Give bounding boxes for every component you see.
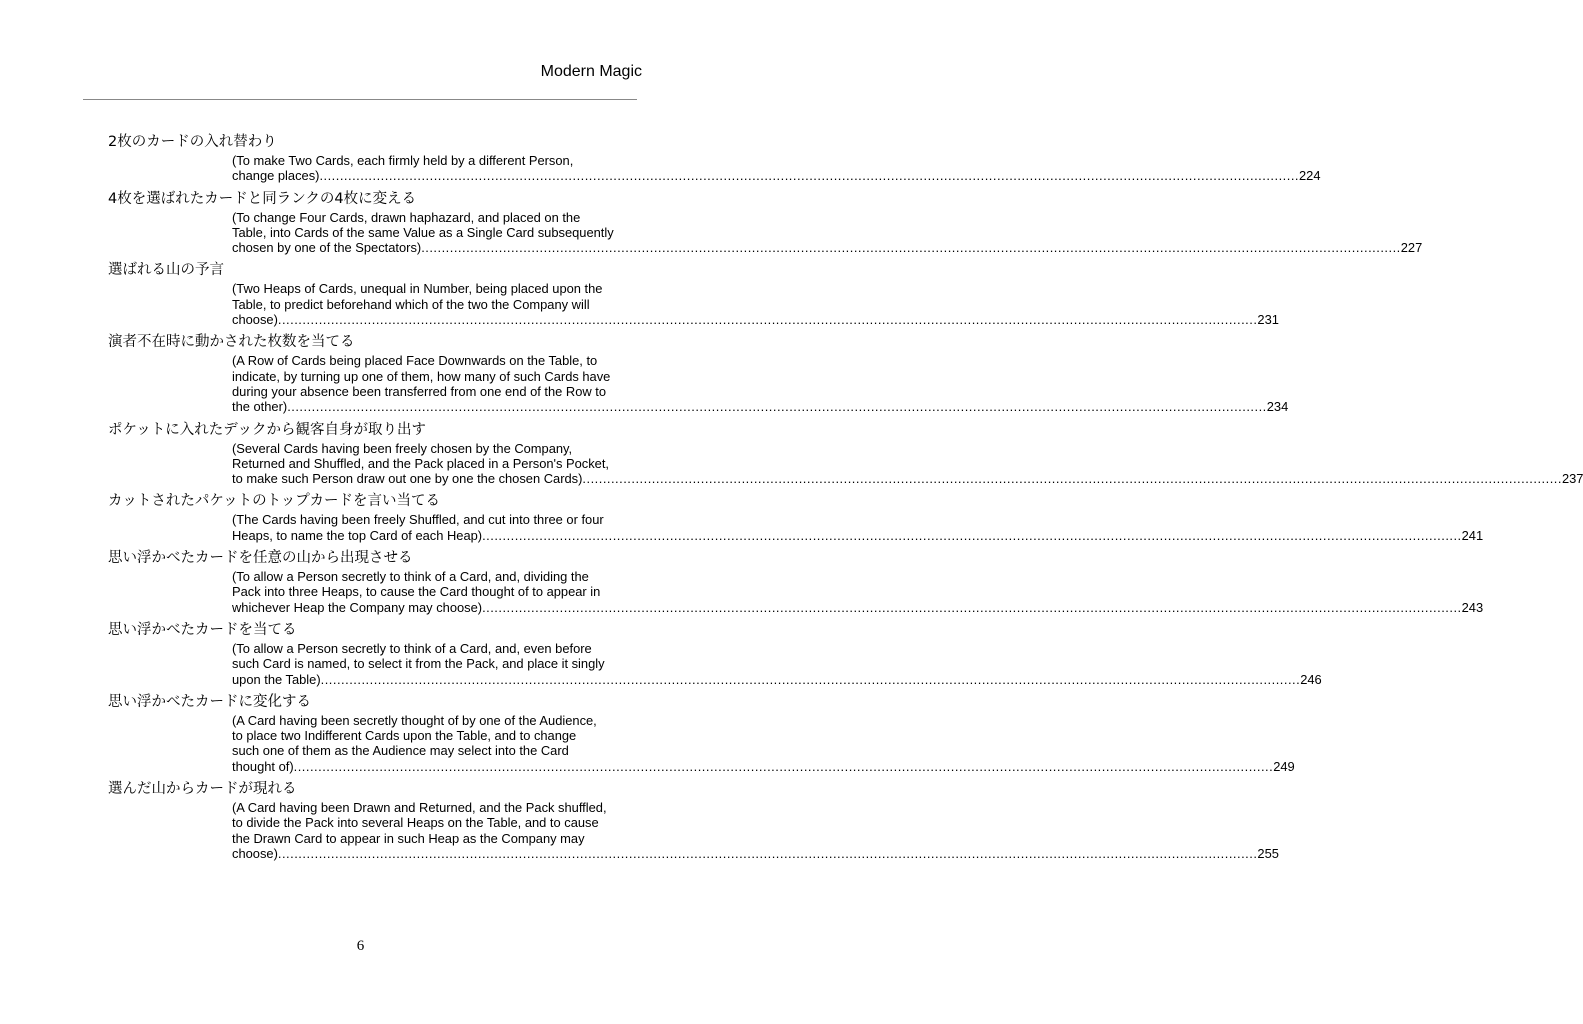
dot-leader: ................................................................................................................................................................................................................................................	[421, 240, 1401, 256]
toc-description-line: Heaps, to name the top Card of each Heap)	[232, 527, 483, 543]
toc-description-line: (To make Two Cards, each firmly held by a different Person,	[232, 153, 574, 168]
toc-page-number: 243	[1461, 599, 1484, 615]
toc-description-line: Returned and Shuffled, and the Pack placed in a Person's Pocket,	[232, 455, 610, 471]
toc-description-line: change places)	[232, 168, 320, 184]
toc-description-line: (To change Four Cards, drawn haphazard, and placed on the	[232, 209, 581, 225]
toc-description-line: such one of them as the Audience may select into the Card	[232, 743, 569, 759]
toc-leader-line	[232, 168, 1321, 184]
dot-leader: ................................................................................................................................................................................................................................................	[582, 471, 1562, 487]
toc-description-line: (To allow a Person secretly to think of a Card, and, dividing the	[232, 569, 589, 585]
running-header-title: Modern Magic	[540, 63, 642, 80]
toc-entry-description	[232, 281, 1279, 328]
toc-entry	[108, 778, 1279, 861]
toc-description-line: (A Row of Cards being placed Face Downwards on the Table, to	[232, 353, 598, 369]
toc-page-number: 237	[1561, 471, 1583, 487]
toc-description-line: (To allow a Person secretly to think of a Card, and, even before	[232, 640, 592, 656]
toc-entry-title: 4枚を選ばれたカードと同ランクの4枚に変える	[108, 190, 417, 207]
toc-entry-title: 2枚のカードの入れ替わり	[108, 134, 277, 150]
dot-leader: ................................................................................................................................................................................................................................................	[277, 845, 1258, 861]
toc-page-number: 224	[1298, 168, 1321, 184]
toc-entry-title: 思い浮かべたカードを当てる	[108, 621, 297, 638]
toc-description-line: during your absence been transferred from one end of the Row to	[232, 383, 607, 399]
toc-entry	[108, 619, 1322, 687]
toc-description-line: (A Card having been Drawn and Returned, and the Pack shuffled,	[232, 800, 607, 816]
toc-entry	[108, 331, 1289, 415]
toc-description-line: (A Card having been secretly thought of by one of the Audience,	[232, 712, 597, 728]
toc-page-number: 231	[1257, 312, 1279, 328]
toc-entry	[108, 419, 1583, 487]
toc-description-line: Pack into three Heaps, to cause the Card thought of to appear in	[232, 584, 601, 600]
page-number: 6	[356, 938, 365, 954]
toc-entry-title: 演者不在時に動かされた枚数を当てる	[108, 334, 355, 351]
dot-leader: ................................................................................................................................................................................................................................................	[277, 312, 1258, 328]
toc-entry	[108, 131, 1321, 184]
toc-entry-description	[232, 440, 1583, 487]
toc-entry-title: 選ばれる山の予言	[108, 262, 224, 279]
toc-leader-line	[232, 599, 1484, 615]
toc-leader-line	[232, 471, 1583, 487]
toc-entry	[108, 188, 1423, 256]
toc-leader-line	[232, 312, 1279, 328]
toc-description-line: chosen by one of the Spectators)	[232, 240, 422, 256]
toc-description-line: to make such Person draw out one by one the chosen Cards)	[232, 471, 583, 487]
dot-leader: ................................................................................................................................................................................................................................................	[319, 168, 1299, 184]
toc-page-number: 234	[1266, 399, 1289, 415]
toc-description-line: upon the Table)	[232, 671, 321, 687]
toc-description-line: thought of)	[232, 758, 294, 774]
toc-entry-description	[232, 712, 1295, 774]
toc-entry-description	[232, 512, 1484, 543]
toc-description-line: indicate, by turning up one of them, how many of such Cards have	[232, 368, 611, 384]
toc-entry-description	[232, 569, 1484, 615]
toc-page-number: 249	[1273, 758, 1295, 774]
dot-leader: ................................................................................................................................................................................................................................................	[482, 599, 1462, 615]
toc-page-number: 255	[1257, 845, 1279, 861]
dot-leader: ................................................................................................................................................................................................................................................	[293, 758, 1274, 774]
toc-description-line: (Two Heaps of Cards, unequal in Number, being placed upon the	[232, 281, 603, 297]
toc-page-number: 227	[1400, 240, 1423, 256]
toc-description-line: to place two Indifferent Cards upon the Table, and to change	[232, 728, 577, 744]
header-rule	[83, 99, 637, 100]
toc-entry	[108, 259, 1279, 328]
toc-entry-description	[232, 353, 1289, 415]
toc-leader-line	[232, 399, 1289, 415]
toc-description-line: whichever Heap the Company may choose)	[232, 599, 483, 615]
toc-page-number: 246	[1300, 671, 1322, 687]
toc-description-line: Table, to predict beforehand which of the two the Company will	[232, 296, 590, 312]
table-of-contents	[108, 131, 1583, 865]
toc-description-line: the other)	[232, 399, 288, 415]
toc-entry	[108, 547, 1484, 615]
toc-description-line: choose)	[232, 312, 278, 328]
toc-entry-title: 思い浮かべたカードに変化する	[108, 693, 311, 710]
toc-entry-description	[232, 209, 1423, 256]
toc-description-line: (The Cards having been freely Shuffled, and cut into three or four	[232, 512, 604, 528]
toc-entry-title: カットされたパケットのトップカードを言い当てる	[108, 493, 441, 510]
dot-leader: ................................................................................................................................................................................................................................................	[287, 399, 1267, 415]
toc-page-number: 241	[1461, 527, 1484, 543]
toc-description-line: choose)	[232, 845, 278, 861]
toc-entry-title: ポケットに入れたデックから観客自身が取り出す	[108, 421, 426, 438]
toc-description-line: (Several Cards having been freely chosen by the Company,	[232, 440, 573, 456]
toc-description-line: the Drawn Card to appear in such Heap as the Company may	[232, 830, 585, 846]
toc-entry	[108, 490, 1484, 543]
toc-leader-line	[232, 240, 1423, 256]
toc-entry-description	[232, 800, 1279, 861]
toc-entry-title: 選んだ山からカードが現れる	[108, 781, 297, 798]
toc-entry-title: 思い浮かべたカードを任意の山から出現させる	[108, 550, 413, 567]
dot-leader: ................................................................................................................................................................................................................................................	[482, 527, 1462, 543]
toc-entry	[108, 691, 1295, 774]
dot-leader: ................................................................................................................................................................................................................................................	[320, 671, 1301, 687]
toc-description-line: Table, into Cards of the same Value as a Single Card subsequently	[232, 224, 614, 240]
toc-entry-description	[232, 640, 1322, 687]
toc-leader-line	[232, 527, 1484, 543]
toc-entry-description	[232, 153, 1321, 184]
toc-description-line: such Card is named, to select it from the Pack, and place it singly	[232, 656, 605, 672]
toc-leader-line	[232, 845, 1279, 861]
toc-leader-line	[232, 758, 1295, 774]
toc-leader-line	[232, 671, 1322, 687]
toc-description-line: to divide the Pack into several Heaps on the Table, and to cause	[232, 815, 599, 831]
